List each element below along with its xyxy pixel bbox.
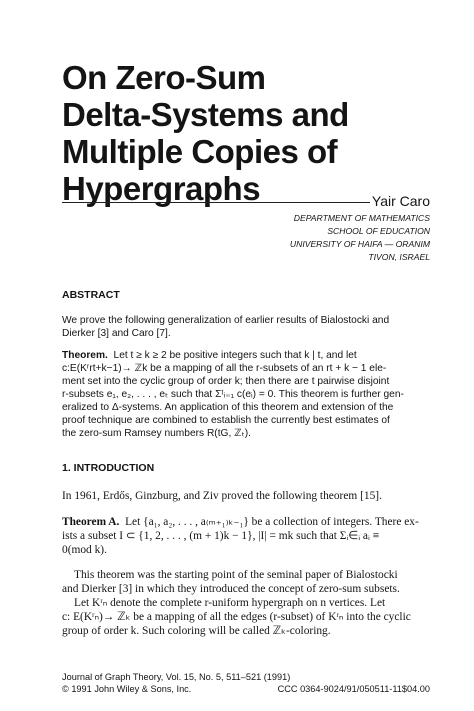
intro-paragraph	[62, 489, 430, 503]
text-line: eralized to Δ-systems. An application of this theorem and extension of the	[62, 402, 394, 413]
title-line: On Zero-Sum	[62, 59, 266, 96]
text-line: ists a subset I ⊂ {1, 2, . . . , (m + 1)k − 1}, |I| = mk such that Σᵢ∈ᵢ aᵢ ≡	[62, 530, 380, 542]
affiliation	[290, 212, 430, 264]
text-line: 0(mod k).	[62, 544, 107, 556]
theorem-text: Let t ≥ k ≥ 2 be positive integers such that k | t, and let	[113, 350, 357, 361]
affiliation-line: UNIVERSITY OF HAIFA — ORANIM	[289, 239, 430, 249]
text-line	[62, 349, 430, 362]
introduction-heading: 1. INTRODUCTION	[62, 462, 155, 474]
journal-citation: Journal of Graph Theory, Vol. 15, No. 5, 511–521 (1991)	[62, 672, 291, 682]
affiliation-line: SCHOOL OF EDUCATION	[327, 226, 430, 236]
title-line: Multiple Copies of	[62, 133, 338, 170]
intro-paragraph	[62, 568, 430, 638]
text-line: Dierker [3] and Caro [7].	[62, 328, 171, 339]
text-line: proof technique are combined to establish the currently best estimates of	[62, 415, 390, 426]
text-line: We prove the following generalization of earlier results of Bialostocki and	[62, 315, 390, 326]
abstract-heading: ABSTRACT	[62, 289, 120, 301]
title-line: Hypergraphs	[62, 170, 261, 207]
text-line: ment set into the cyclic group of order k; then there are t pairwise disjoint	[62, 376, 390, 387]
text-line: In 1961, Erdős, Ginzburg, and Ziv proved the following theorem [15].	[62, 490, 382, 502]
affiliation-line: DEPARTMENT OF MATHEMATICS	[293, 213, 430, 223]
theorem-label: Theorem.	[62, 350, 108, 361]
text-line: r-subsets e₁, e₂, . . . , eₜ such that Σᵗᵢ₌₁ c(eᵢ) = 0. This theorem is further gen-	[62, 389, 404, 400]
theorem-a	[62, 515, 430, 557]
title-line: Delta-Systems and	[62, 96, 349, 133]
text-line: and Dierker [3] in which they introduced the concept of zero-sum subsets.	[62, 583, 400, 595]
title-rule	[62, 202, 370, 203]
footer-row	[62, 683, 430, 695]
paper-title	[62, 59, 442, 207]
text-line: c:E(Kʳrt+k−1)→ ℤk be a mapping of all the r-subsets of an rt + k − 1 ele-	[62, 363, 387, 374]
affiliation-line: TIVON, ISRAEL	[368, 252, 430, 262]
text-line	[62, 515, 430, 529]
text-line: This theorem was the starting point of the seminal paper of Bialostocki	[74, 569, 398, 581]
text-line: group of order k. Such coloring will be called ℤₖ-coloring.	[62, 625, 331, 637]
text-line: c: E(Kʳₙ)→ ℤₖ be a mapping of all the edges (r-subset) of Kʳₙ into the cyclic	[62, 611, 411, 623]
theorem-a-label: Theorem A.	[62, 516, 120, 528]
copyright: © 1991 John Wiley & Sons, Inc.	[62, 684, 192, 694]
abstract-paragraph	[62, 314, 430, 340]
journal-footer	[62, 671, 430, 695]
author-name: Yair Caro	[371, 193, 430, 209]
abstract-theorem	[62, 349, 430, 440]
ccc-code: CCC 0364-9024/91/050511-11$04.00	[277, 684, 430, 694]
text-line: the zero-sum Ramsey numbers R(tG, ℤₜ).	[62, 428, 251, 439]
text-line: Let Kʳₙ denote the complete r-uniform hypergraph on n vertices. Let	[74, 597, 386, 609]
theorem-a-text: Let {a₁, a₂, . . . , a₍ₘ₊₁₎ₖ₋₁} be a collection of integers. There ex-	[125, 516, 419, 528]
